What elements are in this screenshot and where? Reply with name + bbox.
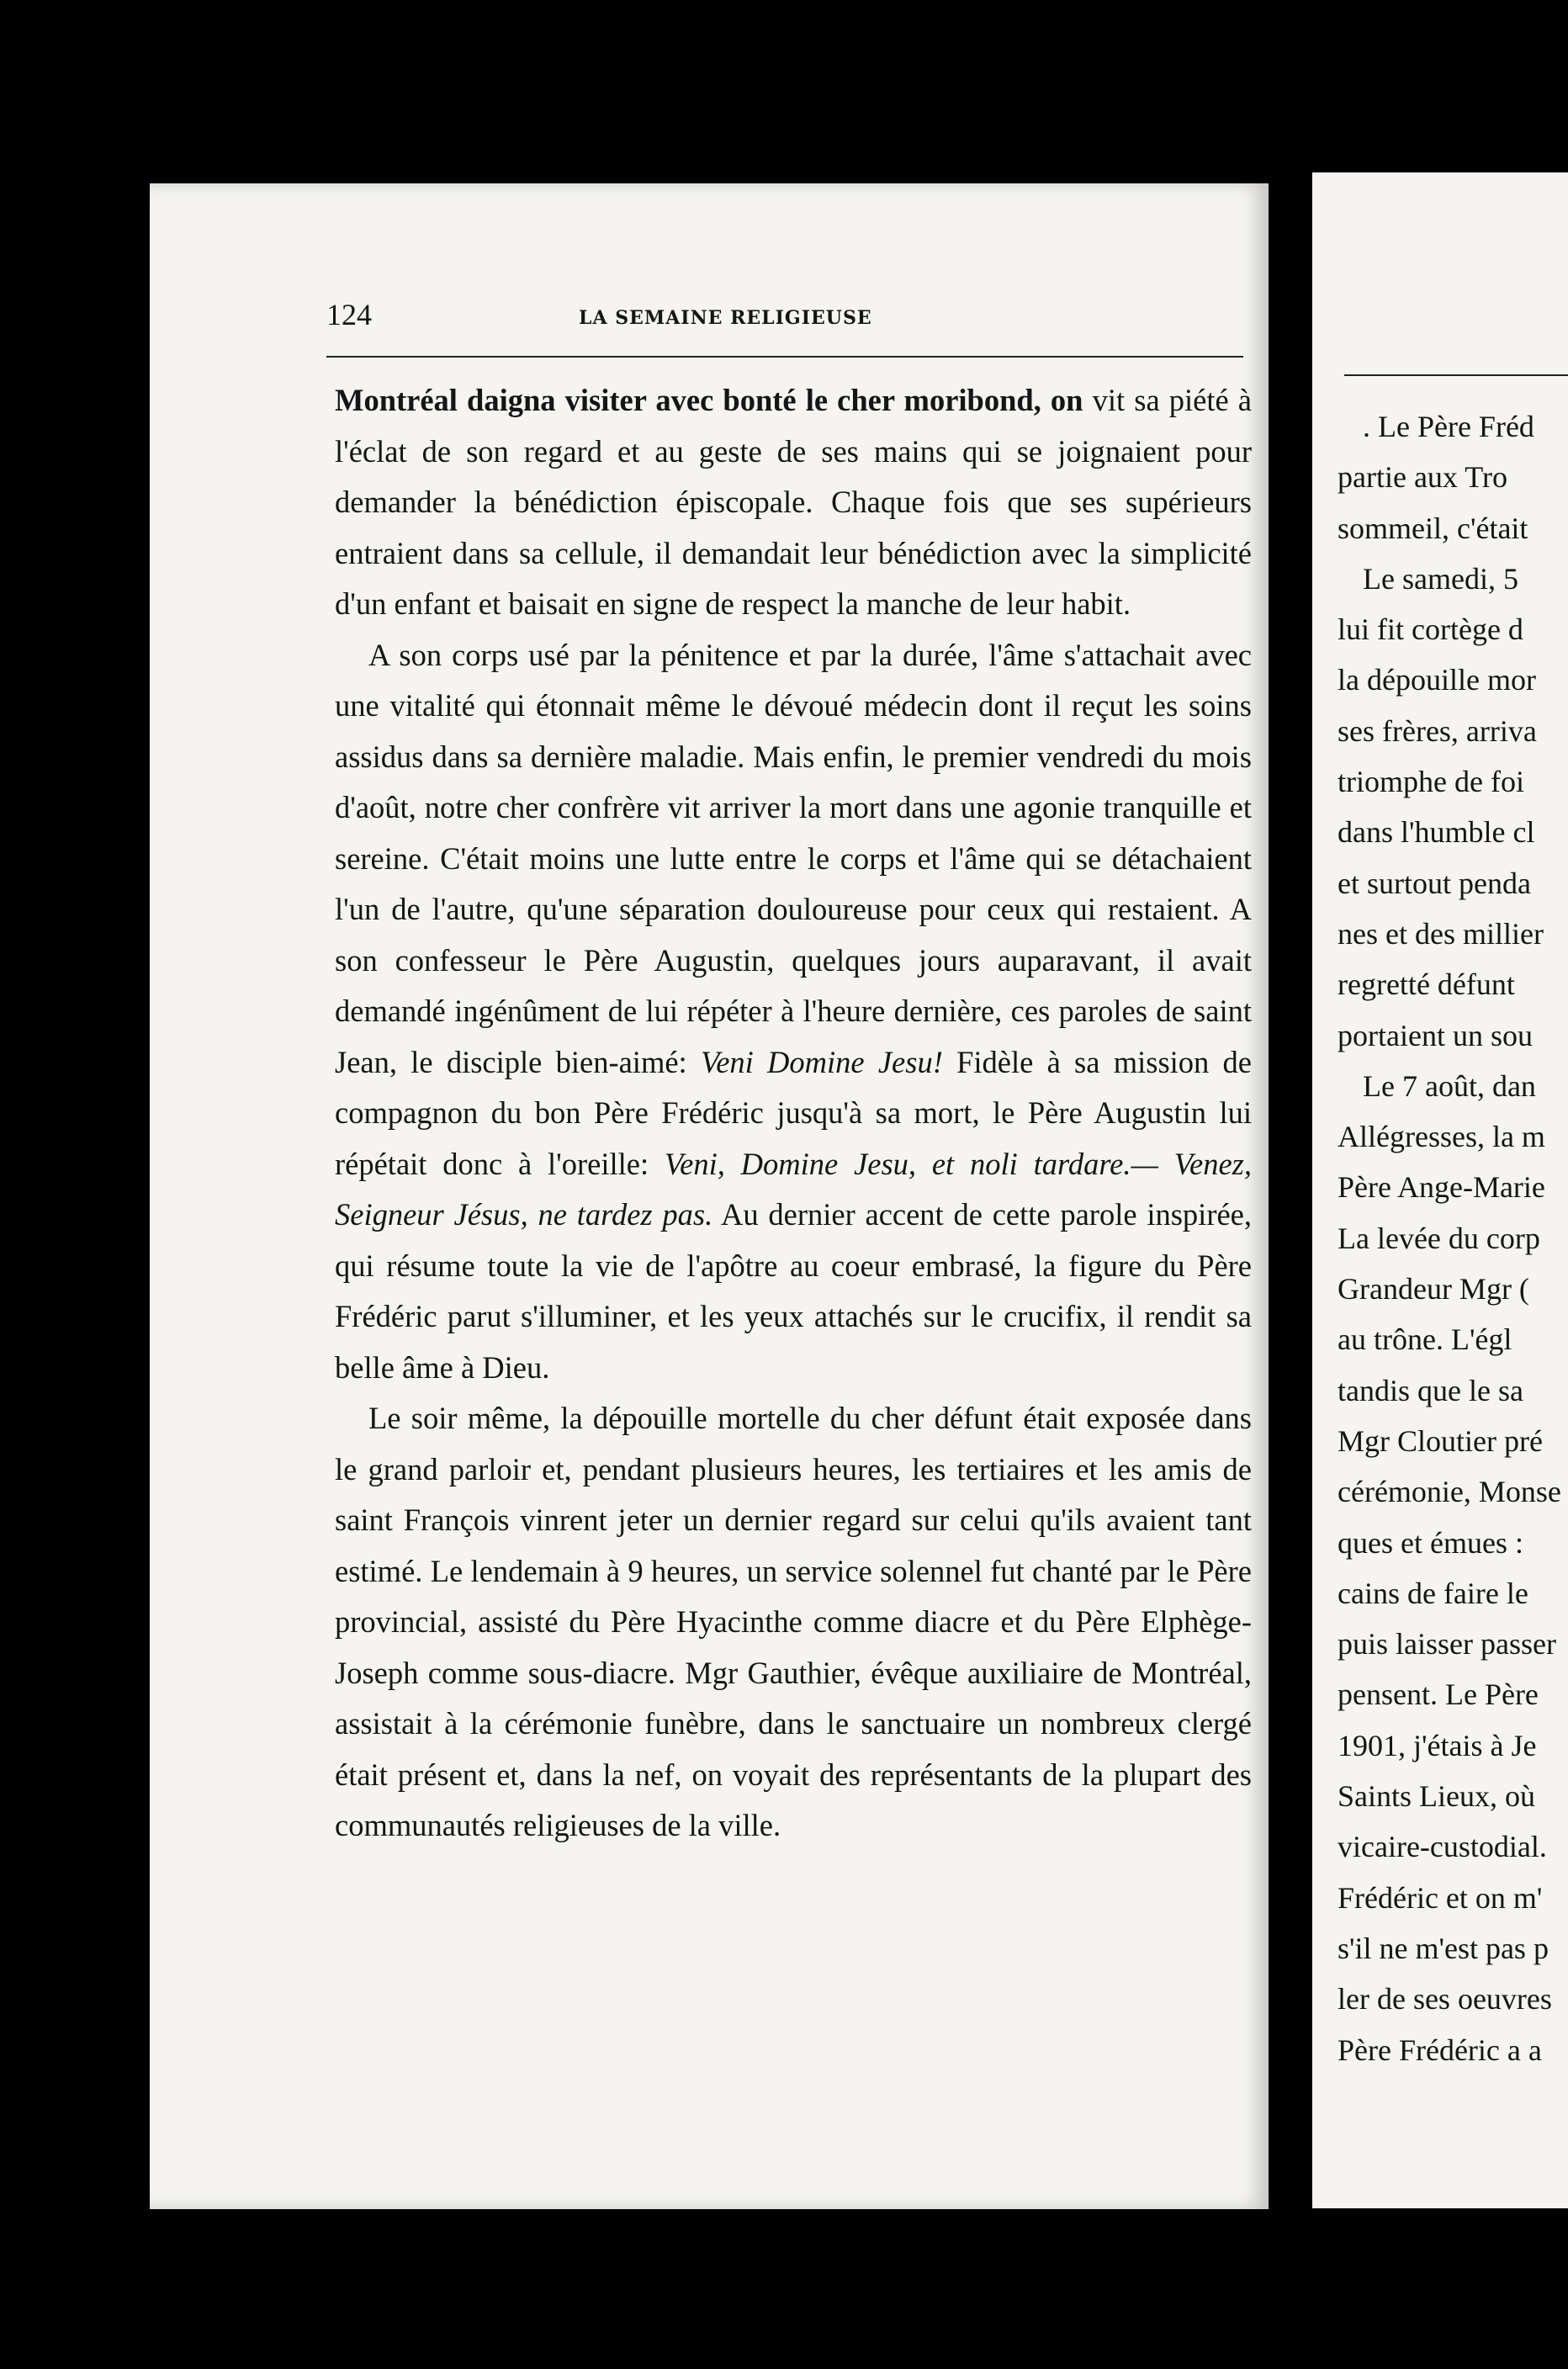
- right-page-line: puis laisser passer: [1338, 1627, 1556, 1661]
- paragraph-2-part-2: Fidèle à sa mission de compagnon du bon Père Frédéric jusqu'à sa mort, le Père Augustin lui répétait donc à l'oreille:: [335, 1044, 1252, 1181]
- right-page-header-rule: [1344, 374, 1568, 376]
- right-page-line: Frédéric et on m': [1338, 1880, 1543, 1915]
- right-page-line: et surtout penda: [1338, 866, 1531, 900]
- right-page: [1312, 172, 1568, 2208]
- right-page-line: dans l'humble cl: [1338, 815, 1535, 850]
- paragraph-3-text: Le soir même, la dépouille mortelle du cher défunt était exposée dans le grand parloir et, pendant plusieurs heures, les tertiaires et les amis de saint François vinrent jeter un dernier regard sur celui qu'ils avaient tant estimé. Le lendemain à 9 heures, un service solennel fut chanté par le Père provincial, assisté du Père Hyacinthe comme diacre et du Père Elphège-Joseph comme sous-diacre. Mgr Gauthier, évêque auxiliaire de Montréal, assistait à la cérémonie funèbre, dans le sanctuaire un nombreux clergé était présent et, dans la nef, on voyait des représentants de la plupart des communautés religieuses de la ville.: [335, 1401, 1252, 1842]
- right-page-line: tandis que le sa: [1338, 1373, 1523, 1407]
- right-page-line: regretté défunt: [1338, 967, 1515, 1002]
- right-page-line: triomphe de foi: [1338, 765, 1524, 799]
- paragraph-2-italic-1: Veni Domine Jesu!: [700, 1044, 943, 1079]
- paragraph-2: [335, 630, 1252, 1394]
- right-page-line: sommeil, c'était: [1338, 511, 1528, 545]
- right-page-line: 1901, j'étais à Je: [1338, 1728, 1537, 1762]
- paragraph-2-part-1: A son corps usé par la pénitence et par la durée, l'âme s'attachait avec une vitalité qui étonnait même le dévoué médecin dont il reçut les soins assidus dans sa dernière maladie. Mais enfin, le premier vendredi du mois d'août, notre cher confrère vit arriver la mort dans une agonie tranquille et sereine. C'était moins une lutte entre le corps et l'âme qui se détachaient l'un de l'autre, qu'une séparation douloureuse pour ceux qui restaient. A son confesseur le Père Augustin, quelques jours auparavant, il avait demandé ingénûment de lui répéter à l'heure dernière, ces paroles de saint Jean, le disciple bien-aimé:: [335, 637, 1252, 1079]
- paragraph-1-text: vit sa piété à l'éclat de son regard et au geste de ses mains qui se joignaient pour demander la bénédiction épiscopale. Chaque fois que ses supérieurs entraient dans sa cellule, il demandait leur bénédiction avec la simplicité d'un enfant et baisait en signe de respect la manche de leur habit.: [335, 383, 1253, 621]
- right-page-line: ler de ses oeuvres: [1338, 1982, 1552, 2017]
- paragraph-2-italic-2: Veni, Domine Jesu, et noli tardare.— Venez, Seigneur Jésus, ne tardez pas.: [335, 1146, 1252, 1232]
- right-page-line: nes et des millier: [1338, 916, 1544, 951]
- right-page-line: ses frères, arriva: [1338, 713, 1537, 748]
- paragraph-2-part-3: Au dernier accent de cette parole inspirée, qui résume toute la vie de l'apôtre au coeur embrasé, la figure du Père Frédéric parut s'illuminer, et les yeux attachés sur le crucifix, il rendit sa belle âme à Dieu.: [335, 1197, 1252, 1385]
- right-page-line: la dépouille mor: [1338, 663, 1536, 697]
- page-number: 124: [326, 298, 372, 331]
- right-page-line: Saints Lieux, où: [1338, 1779, 1535, 1814]
- paragraph-1-bold-lead: Montréal daigna visiter avec bonté le cher moribond, on: [335, 383, 1083, 417]
- right-page-line: La levée du corp: [1338, 1221, 1540, 1255]
- right-page-line: lui fit cortège d: [1338, 612, 1523, 647]
- page-header: [326, 289, 1243, 358]
- right-page-line: Grandeur Mgr (: [1338, 1272, 1529, 1306]
- right-page-line: partie aux Tro: [1338, 460, 1507, 495]
- right-page-line: Le 7 août, dan: [1363, 1068, 1536, 1103]
- right-page-line: cérémonie, Monse: [1338, 1475, 1561, 1509]
- right-page-line: vicaire-custodial.: [1338, 1830, 1547, 1864]
- right-page-line: Mgr Cloutier pré: [1338, 1423, 1543, 1458]
- running-head: LA SEMAINE RELIGIEUSE: [579, 307, 872, 329]
- right-page-line: Le samedi, 5: [1363, 561, 1518, 596]
- right-page-line: Père Ange-Marie: [1338, 1170, 1545, 1205]
- right-page-line: pensent. Le Père: [1338, 1677, 1539, 1712]
- right-page-line: au trône. L'égl: [1338, 1322, 1512, 1357]
- right-page-line: cains de faire le: [1338, 1576, 1528, 1610]
- right-page-line: portaient un sou: [1338, 1018, 1533, 1052]
- right-page-line: Allégresses, la m: [1338, 1120, 1545, 1154]
- paragraph-1: [335, 375, 1252, 630]
- left-page: [150, 183, 1269, 2209]
- paragraph-3: [335, 1393, 1252, 1852]
- right-page-line: . Le Père Fréd: [1363, 410, 1534, 443]
- right-page-text: [1338, 401, 1568, 2075]
- right-page-line: ques et émues :: [1338, 1525, 1523, 1560]
- body-text: [335, 375, 1252, 1852]
- right-page-line: Père Frédéric a a: [1338, 2032, 1542, 2067]
- right-page-line: s'il ne m'est pas p: [1338, 1931, 1549, 1965]
